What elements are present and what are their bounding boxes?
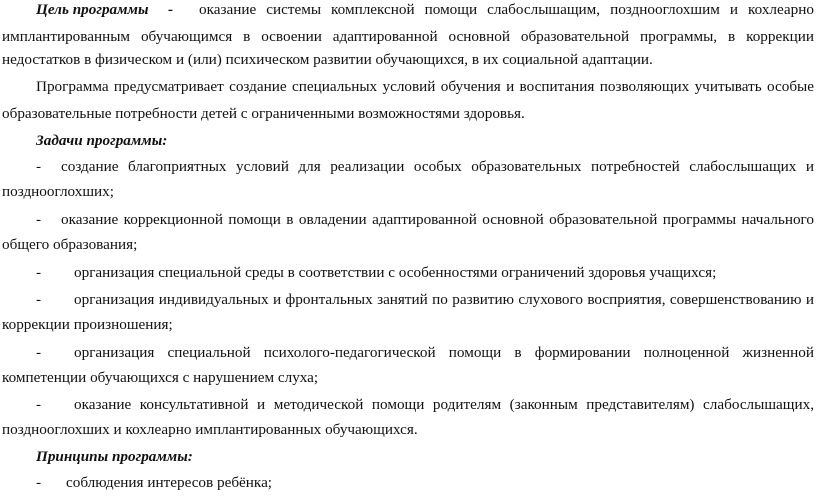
program-text-line-2: образовательные потребности детей с ограниченными возможностями здоровья. xyxy=(2,105,525,122)
program-text-line-1: Программа предусматривает создание специальных условий обучения и воспитания позволяющих учитывать особые xyxy=(36,78,814,95)
goal-dash: - xyxy=(168,1,174,18)
goal-heading: Цель программы xyxy=(36,1,149,18)
principle-item-1 xyxy=(0,470,816,496)
goal-text-line-3: недостатков в физическом и (или) психическом развитии обучающихся, в их социальной адаптации. xyxy=(2,51,653,68)
task-item-5 xyxy=(0,340,816,366)
task-item-2-line-2: общего образования; xyxy=(2,236,138,253)
task-item-1 xyxy=(0,154,816,180)
principle-item-1-dash: - xyxy=(36,474,42,491)
task-item-4-dash: - xyxy=(36,291,42,308)
task-item-1-dash: - xyxy=(36,158,42,175)
task-item-6 xyxy=(0,392,816,418)
task-item-6-dash: - xyxy=(36,396,42,413)
goal-text-line-2: имплантированным обучающимся в освоении адаптированной основной образовательной программы, в коррекции xyxy=(2,28,814,45)
principle-item-1-line-1: соблюдения интересов ребёнка; xyxy=(66,474,273,491)
task-item-3 xyxy=(0,260,816,286)
goal-line-1 xyxy=(0,0,816,23)
task-item-6-line-1: оказание консультативной и методической помощи родителям (законным представителям) слабослышащих, xyxy=(74,396,814,413)
task-item-2 xyxy=(0,207,816,233)
task-item-4-line-2: коррекции произношения; xyxy=(2,316,173,333)
task-item-2-line-1: оказание коррекционной помощи в овладении адаптированной основной образовательной программы начального xyxy=(61,211,814,228)
task-item-4 xyxy=(0,287,816,313)
goal-text-line-1: оказание системы комплексной помощи слабослышащим, позднооглохшим и кохлеарно xyxy=(199,1,814,18)
task-item-3-dash: - xyxy=(36,264,42,281)
task-item-6-line-2: позднооглохших и кохлеарно имплантированных обучающихся. xyxy=(2,421,418,438)
task-item-5-dash: - xyxy=(36,344,42,361)
task-item-2-dash: - xyxy=(36,211,42,228)
task-item-5-line-2: компетенции обучающихся с нарушением слуха; xyxy=(2,369,319,386)
task-item-1-line-2: позднооглохших; xyxy=(2,183,114,200)
task-item-3-line-1: организация специальной среды в соответствии с особенностями ограничений здоровья учащихся; xyxy=(74,264,717,281)
task-item-4-line-1: организация индивидуальных и фронтальных занятий по развитию слухового восприятия, совершенствованию и xyxy=(74,291,814,308)
tasks-heading: Задачи программы: xyxy=(36,132,168,149)
principles-heading: Принципы программы: xyxy=(36,448,193,465)
task-item-5-line-1: организация специальной психолого-педагогической помощи в формировании полноценной жизненной xyxy=(74,344,814,361)
task-item-1-line-1: создание благоприятных условий для реализации особых образовательных потребностей слабослышащих и xyxy=(61,158,814,175)
